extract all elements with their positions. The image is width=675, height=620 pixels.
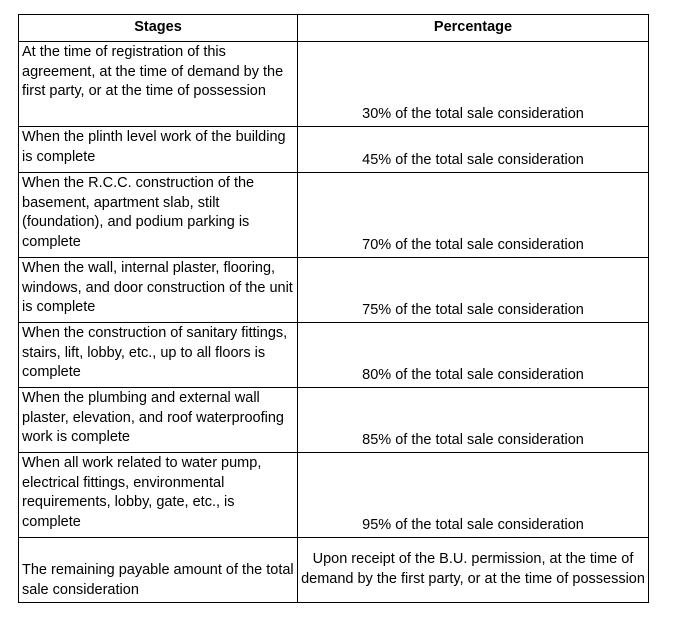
table-row <box>19 538 649 603</box>
stage-cell: When the construction of sanitary fittings, stairs, lift, lobby, etc., up to all floors is complete <box>19 323 298 388</box>
percentage-cell: Upon receipt of the B.U. permission, at the time of demand by the first party, or at the time of possession <box>298 538 649 603</box>
percentage-cell: 70% of the total sale consideration <box>298 173 649 258</box>
stage-cell: The remaining payable amount of the total sale consideration <box>19 538 298 603</box>
percentage-cell: 45% of the total sale consideration <box>298 127 649 173</box>
stage-cell: When the plinth level work of the building is complete <box>19 127 298 173</box>
table-row <box>19 173 649 258</box>
table-header-row <box>19 15 649 42</box>
header-percentage: Percentage <box>298 15 649 42</box>
table-row <box>19 323 649 388</box>
stage-cell: When the plumbing and external wall plaster, elevation, and roof waterproofing work is complete <box>19 388 298 453</box>
percentage-cell: 75% of the total sale consideration <box>298 258 649 323</box>
percentage-cell: 95% of the total sale consideration <box>298 453 649 538</box>
table-row <box>19 258 649 323</box>
table-row <box>19 453 649 538</box>
percentage-cell: 80% of the total sale consideration <box>298 323 649 388</box>
table-row <box>19 127 649 173</box>
stage-cell: When all work related to water pump, electrical fittings, environmental requirements, lobby, gate, etc., is complete <box>19 453 298 538</box>
stage-cell: When the R.C.C. construction of the basement, apartment slab, stilt (foundation), and podium parking is complete <box>19 173 298 258</box>
stage-cell: At the time of registration of this agreement, at the time of demand by the first party, or at the time of possession <box>19 42 298 127</box>
stage-cell: When the wall, internal plaster, flooring, windows, and door construction of the unit is complete <box>19 258 298 323</box>
table-row <box>19 388 649 453</box>
percentage-cell: 30% of the total sale consideration <box>298 42 649 127</box>
table-row <box>19 42 649 127</box>
percentage-cell: 85% of the total sale consideration <box>298 388 649 453</box>
payment-stages-table <box>18 14 649 603</box>
header-stages: Stages <box>19 15 298 42</box>
